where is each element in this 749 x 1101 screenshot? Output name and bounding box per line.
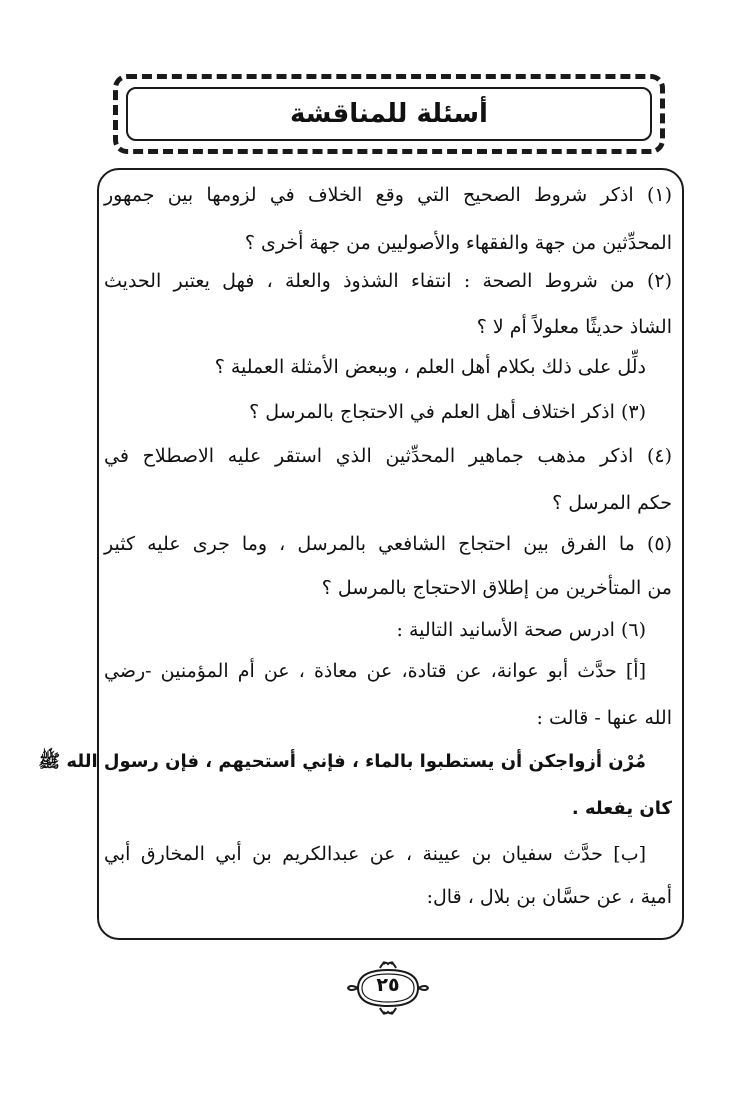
question-6-line-1: (٦) ادرس صحة الأسانيد التالية : [396, 619, 646, 641]
question-5-line-2: من المتأخرين من إطلاق الاحتجاج بالمرسل ؟ [321, 577, 672, 599]
question-4-line-2: حكم المرسل ؟ [552, 492, 672, 514]
question-2-line-1: (٢) من شروط الصحة : انتفاء الشذوذ والعلة ، فهل يعتبر الحديث [104, 270, 672, 292]
question-2-line-2: الشاذ حديثًا معلولاً أم لا ؟ [476, 316, 672, 338]
question-1-line-1: (١) اذكر شروط الصحيح التي وقع الخلاف في لزومها بين جمهور [104, 184, 672, 206]
question-3-line-1: (٣) اذكر اختلاف أهل العلم في الاحتجاج بالمرسل ؟ [249, 401, 646, 423]
title-inner-frame [126, 87, 652, 141]
chain-a-line-1: [أ] حدَّث أبو عوانة، عن قتادة، عن معاذة ، عن أم المؤمنين -رضي [104, 660, 646, 682]
chain-b-line-2: أمية ، عن حسَّان بن بلال ، قال: [426, 886, 672, 908]
question-1-line-2: المحدِّثين من جهة والفقهاء والأصوليين من جهة أخرى ؟ [244, 232, 672, 254]
hadith-a-text-1: مُرْن أزواجكن أن يستطبوا بالماء ، فإني أستحيهم ، فإن رسول الله ﷺ [38, 751, 646, 772]
page-number-ornament [346, 960, 430, 1016]
question-5-line-1: (٥) ما الفرق بين احتجاج الشافعي بالمرسل ، وما جرى عليه كثير [104, 533, 672, 555]
page-number: ٢٥ [376, 974, 400, 996]
chain-a-line-2: الله عنها - قالت : [536, 707, 672, 729]
question-2-line-3: دلِّل على ذلك بكلام أهل العلم ، وببعض الأمثلة العملية ؟ [214, 356, 646, 378]
question-4-line-1: (٤) اذكر مذهب جماهير المحدِّثين الذي استقر عليه الاصطلاح في [104, 445, 672, 467]
page-title: أسئلة للمناقشة [290, 99, 488, 129]
hadith-a-text-2: كان يفعله . [571, 798, 672, 819]
chain-b-line-1: [ب] حدَّث سفيان بن عيينة ، عن عبدالكريم بن أبي المخارق أبي [104, 843, 646, 865]
title-banner [113, 74, 665, 154]
